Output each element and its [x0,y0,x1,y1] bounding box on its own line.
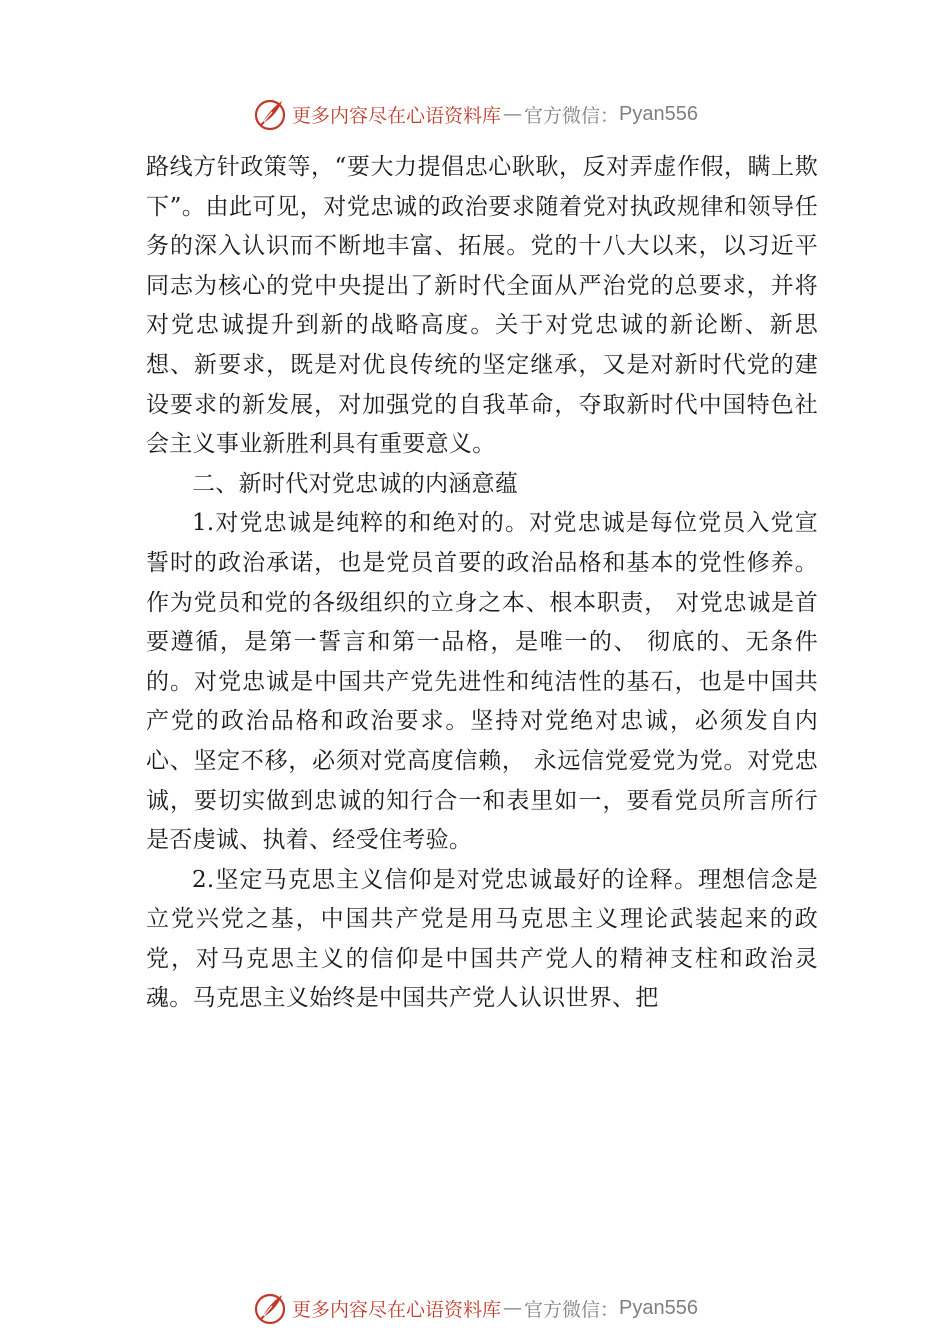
document-body [146,148,818,1019]
quill-logo-icon [252,96,288,132]
watermark-separator: — [503,1297,523,1319]
watermark-wechat-label: 官方微信： [524,1298,620,1321]
watermark-site-name: 更多内容尽在心语资料库 [292,1298,502,1321]
watermark-header [0,94,950,134]
watermark-wechat-label: 官方微信： [524,104,620,127]
watermark-footer [0,1288,950,1328]
paragraph-point-2: 2.坚定马克思主义信仰是对党忠诚最好的诠释。理想信念是立党兴党之基，中国共产党是用马克思主义理论武装起来的政党，对马克思主义的信仰是中国共产党人的精神支柱和政治灵魂。马克思主义始终是中国共产党人认识世界、把 [146,866,818,1012]
section-heading: 二、新时代对党忠诚的内涵意蕴 [192,470,519,497]
watermark-site-name: 更多内容尽在心语资料库 [292,104,502,127]
quill-logo-icon [252,1290,288,1326]
watermark-wechat-id: Pyan556 [619,102,698,125]
watermark-separator: — [503,103,523,125]
watermark-wechat-id: Pyan556 [619,1296,698,1319]
paragraph-continuation: 路线方针政策等，“要大力提倡忠心耿耿，反对弄虚作假，瞒上欺下”。由此可见，对党忠诚的政治要求随着党对执政规律和领导任务的深入认识而不断地丰富、拓展。党的十八大以来，以习近平同志为核心的党中央提出了新时代全面从严治党的总要求，并将对党忠诚提升到新的战略高度。关于对党忠诚的新论断、新思想、新要求，既是对优良传统的坚定继承，又是对新时代党的建设要求的新发展，对加强党的自我革命，夺取新时代中国特色社会主义事业新胜利具有重要意义。 [146,154,818,458]
paragraph-point-1: 1.对党忠诚是纯粹的和绝对的。对党忠诚是每位党员入党宣誓时的政治承诺，也是党员首要的政治品格和基本的党性修养。作为党员和党的各级组织的立身之本、根本职责， 对党忠诚是首要遵循，是第一誓言和第一品格，是唯一的、 彻底的、无条件的。对党忠诚是中国共产党先进性和纯洁性的基石，也是中国共产党的政治品格和政治要求。坚持对党绝对忠诚，必须发自内心、坚定不移，必须对党高度信赖， 永远信党爱党为党。对党忠诚，要切实做到忠诚的知行合一和表里如一，要看党员所言所行是否虔诚、执着、经受住考验。 [146,510,818,854]
